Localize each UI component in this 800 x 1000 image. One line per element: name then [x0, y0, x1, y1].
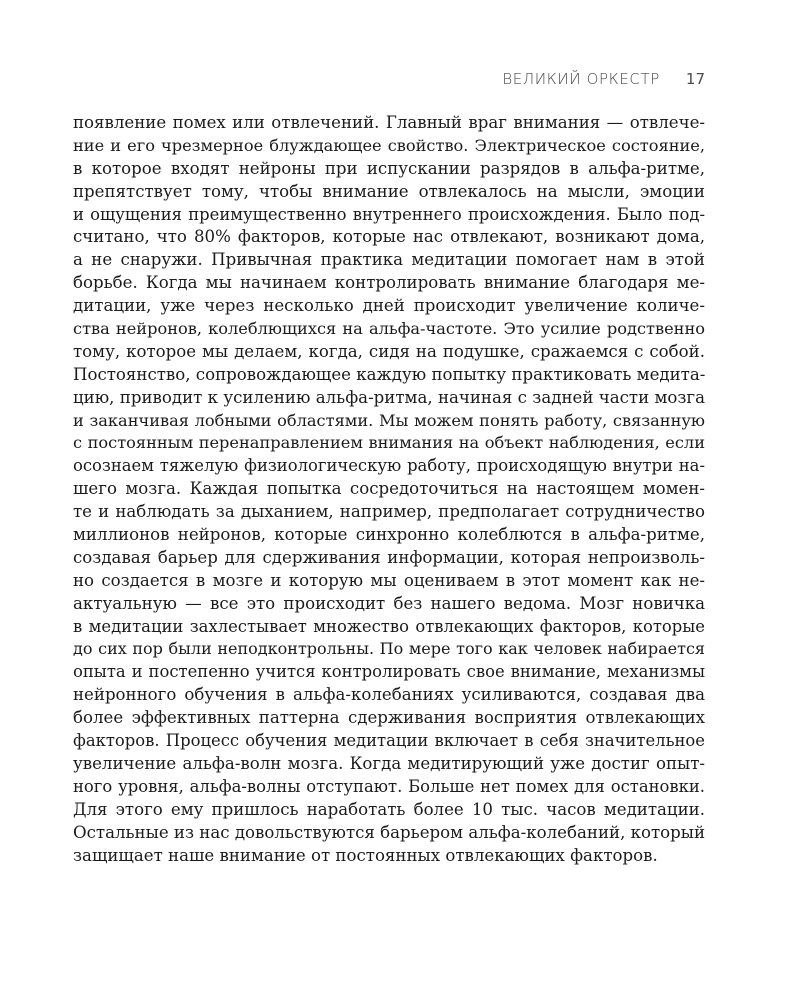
text-line: шего мозга. Каждая попытка сосредоточиться на настоящем момен-: [73, 479, 705, 499]
text-line: а не снаружи. Привычная практика медитации помогает нам в этой: [73, 250, 705, 270]
text-line: актуальную — все это происходит без нашего ведома. Мозг новичка: [73, 593, 705, 613]
text-line: но создается в мозге и которую мы оцениваем в этот момент как не-: [73, 570, 705, 590]
text-line: те и наблюдать за дыханием, например, предполагает сотрудничество: [73, 502, 705, 522]
text-line: препятствует тому, чтобы внимание отвлекалось на мысли, эмоции: [73, 181, 705, 201]
text-line: цию, приводит к усилению альфа-ритма, начиная с задней части мозга: [73, 387, 705, 407]
text-line: миллионов нейронов, которые синхронно колеблются в альфа-ритме,: [73, 525, 705, 545]
text-line: факторов. Процесс обучения медитации включает в себя значительное: [73, 731, 705, 751]
text-line: Остальные из нас довольствуются барьером альфа-колебаний, который: [73, 822, 705, 842]
text-line: с постоянным перенаправлением внимания на объект наблюдения, если: [73, 433, 705, 453]
text-line: ства нейронов, колеблющихся на альфа-частоте. Это усилие родственно: [73, 319, 705, 339]
text-line: ного уровня, альфа-волны отступают. Больше нет помех для остановки.: [73, 776, 705, 796]
text-line: и заканчивая лобными областями. Мы можем понять работу, связанную: [73, 410, 705, 430]
text-line: Для этого ему пришлось наработать более 10 тыс. часов медитации.: [73, 799, 705, 819]
text-line: более эффективных паттерна сдерживания восприятия отвлекающих: [73, 708, 705, 728]
text-line: считано, что 80% факторов, которые нас отвлекают, возникают дома,: [73, 227, 705, 247]
text-line: осознаем тяжелую физиологическую работу, происходящую внутри на-: [73, 456, 705, 476]
text-line: ние и его чрезмерное блуждающее свойство. Электрическое состояние,: [73, 135, 705, 155]
text-line: тому, которое мы делаем, когда, сидя на подушке, сражаемся с собой.: [73, 341, 705, 361]
text-line: борьбе. Когда мы начинаем контролировать внимание благодаря ме-: [73, 273, 705, 293]
running-title: ВЕЛИКИЙ ОРКЕСТР: [502, 70, 660, 88]
text-line: опыта и постепенно учится контролировать свое внимание, механизмы: [73, 662, 705, 682]
text-line: защищает наше внимание от постоянных отвлекающих факторов.: [73, 845, 658, 865]
text-line: создавая барьер для сдерживания информации, которая непроизволь-: [73, 547, 705, 567]
text-line: и ощущения преимущественно внутреннего происхождения. Было под-: [73, 204, 705, 224]
text-line: увеличение альфа-волн мозга. Когда медитирующий уже достиг опыт-: [73, 753, 705, 773]
body-text: [73, 112, 705, 867]
text-line: нейронного обучения в альфа-колебаниях усиливаются, создавая два: [73, 685, 705, 705]
text-line: в которое входят нейроны при испускании разрядов в альфа-ритме,: [73, 158, 705, 178]
page-number: 17: [685, 70, 705, 88]
text-line: дитации, уже через несколько дней происходит увеличение количе-: [73, 296, 705, 316]
text-line: появление помех или отвлечений. Главный враг внимания — отвлече-: [73, 113, 705, 132]
text-line: в медитации захлестывает множество отвлекающих факторов, которые: [73, 616, 705, 636]
text-line: Постоянство, сопровождающее каждую попытку практиковать медита-: [73, 364, 705, 384]
running-head: [502, 70, 705, 88]
text-line: до сих пор были неподконтрольны. По мере того как человек набирается: [73, 639, 705, 659]
